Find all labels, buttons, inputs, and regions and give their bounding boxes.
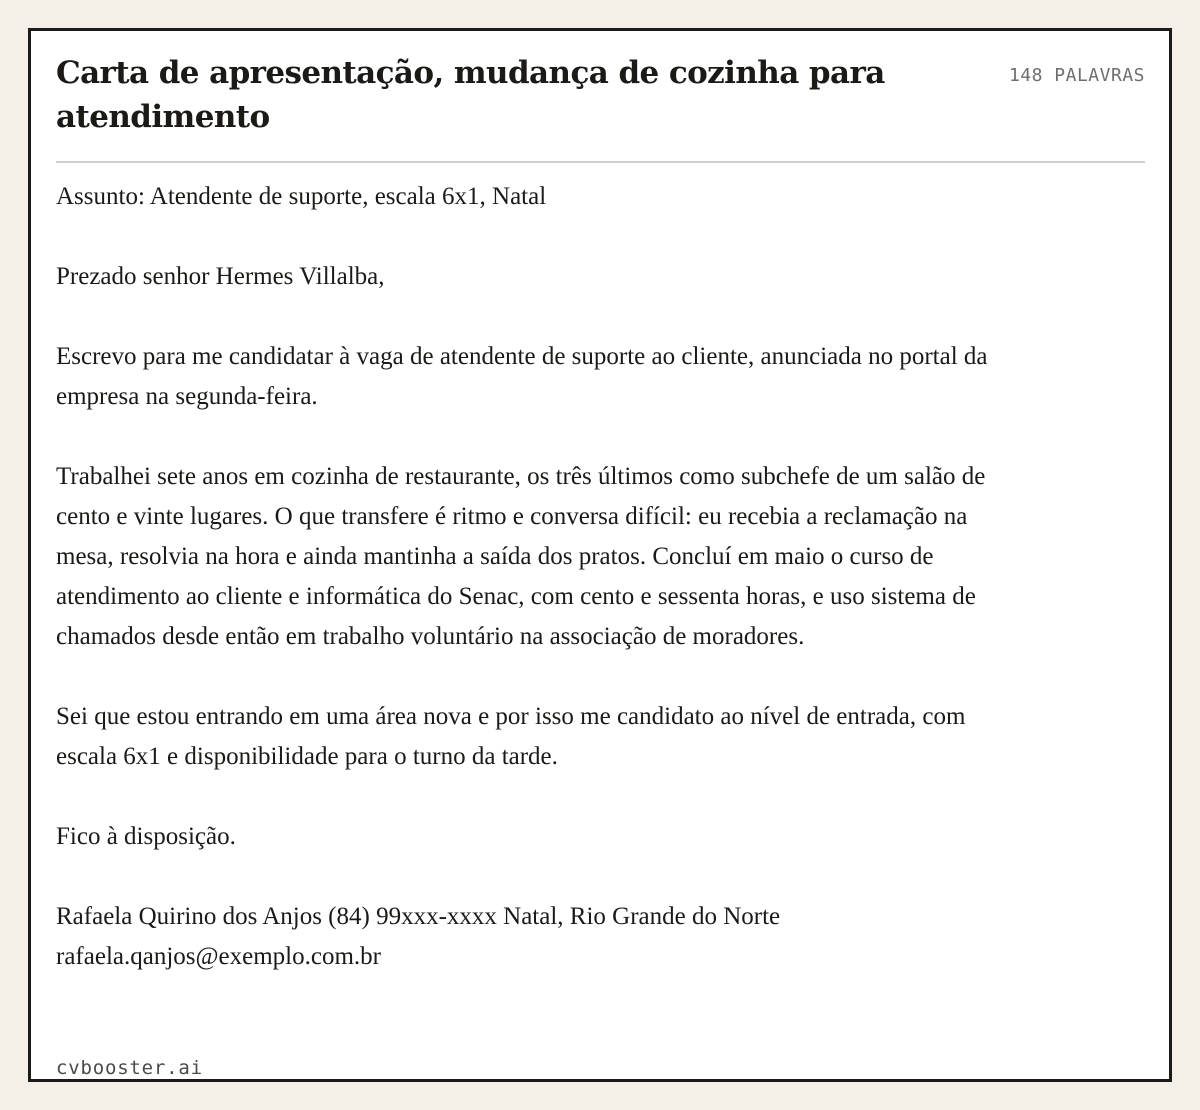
letter-title: Carta de apresentação, mudança de cozinha para atendimento: [56, 55, 885, 135]
brand-footer: cvbooster.ai: [56, 1057, 203, 1079]
letter-closing: Fico à disposição.: [56, 823, 236, 850]
letter-paragraph-level: Sei que estou entrando em uma área nova e por isso me candidato ao nível de entrada, com escala 6x1 e disponibilidade para o turno da tarde.: [56, 703, 966, 770]
letter-email: rafaela.qanjos@exemplo.com.br: [56, 943, 381, 970]
letter-header: [56, 51, 1145, 163]
letter-signature-block: [56, 897, 996, 977]
letter-paragraph-intro: Escrevo para me candidatar à vaga de atendente de suporte ao cliente, anunciada no portal da empresa na segunda-feira.: [56, 343, 988, 410]
letter-greeting: Prezado senhor Hermes Villalba,: [56, 263, 385, 290]
word-count-badge: 148 PALAVRAS: [1008, 65, 1145, 86]
letter-paragraph-experience: Trabalhei sete anos em cozinha de restaurante, os três últimos como subchefe de um salão de cento e vinte lugares. O que transfere é ritmo e conversa difícil: eu recebia a reclamação na mesa, resolvia na hora e ainda mantinha a saída dos pratos. Concluí em maio o curso de atendimento ao cliente e informática do Senac, com cento e sessenta horas, e uso sistema de chamados desde então em trabalho voluntário na associação de moradores.: [56, 463, 986, 650]
letter-body: [56, 177, 996, 977]
cover-letter-card: [28, 28, 1172, 1082]
letter-signature: Rafaela Quirino dos Anjos (84) 99xxx-xxxx Natal, Rio Grande do Norte: [56, 903, 781, 930]
letter-subject: Assunto: Atendente de suporte, escala 6x1, Natal: [56, 183, 547, 210]
